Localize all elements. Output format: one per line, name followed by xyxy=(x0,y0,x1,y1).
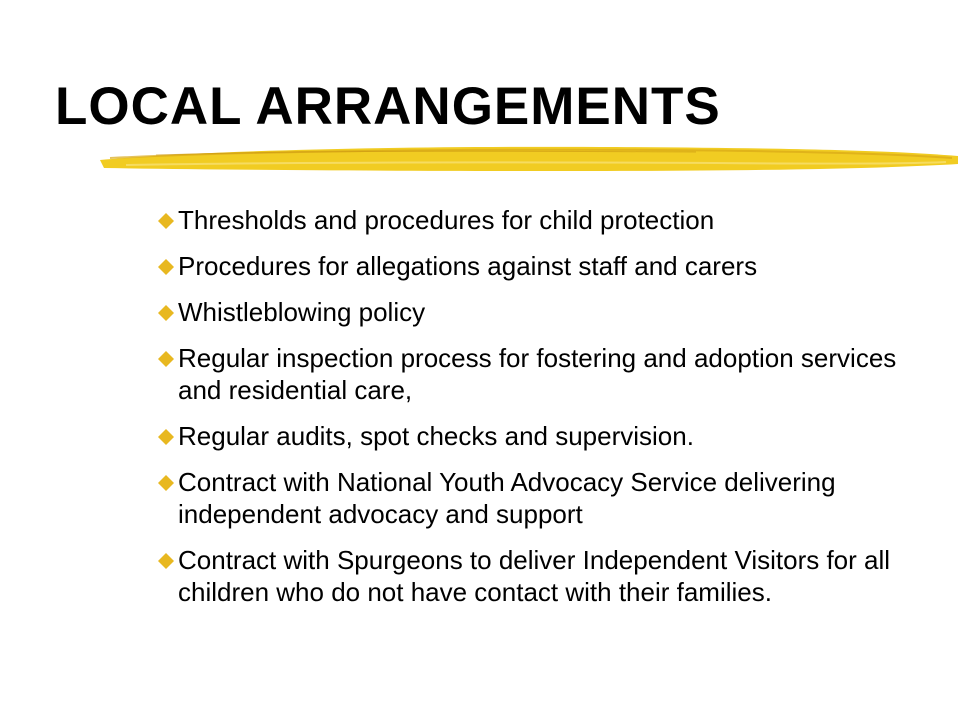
bullet-item xyxy=(158,250,918,282)
bullet-text: Procedures for allegations against staff and carers xyxy=(178,251,758,281)
diamond-bullet-icon xyxy=(158,259,174,275)
bullet-item xyxy=(158,466,918,530)
diamond-bullet-icon xyxy=(158,429,174,445)
bullet-text: Thresholds and procedures for child protection xyxy=(178,205,715,235)
diamond-bullet-icon xyxy=(158,553,174,569)
brush-stroke-underline xyxy=(96,138,960,178)
diamond-bullet-icon xyxy=(158,475,174,491)
bullet-item xyxy=(158,296,918,328)
bullet-item xyxy=(158,544,918,608)
bullet-item xyxy=(158,420,918,452)
diamond-bullet-icon xyxy=(158,305,174,321)
slide-title: LOCAL ARRANGEMENTS xyxy=(55,77,721,136)
bullet-list xyxy=(158,204,918,622)
bullet-text: Contract with Spurgeons to deliver Independent Visitors for all children who do not have contact with their families. xyxy=(178,545,891,607)
bullet-text: Whistleblowing policy xyxy=(178,297,426,327)
diamond-bullet-icon xyxy=(158,213,174,229)
bullet-item xyxy=(158,342,918,406)
diamond-bullet-icon xyxy=(158,351,174,367)
bullet-text: Regular inspection process for fostering and adoption services and residential care, xyxy=(178,343,897,405)
bullet-text: Contract with National Youth Advocacy Service delivering independent advocacy and support xyxy=(178,467,836,529)
bullet-text: Regular audits, spot checks and supervision. xyxy=(178,421,694,451)
bullet-item xyxy=(158,204,918,236)
